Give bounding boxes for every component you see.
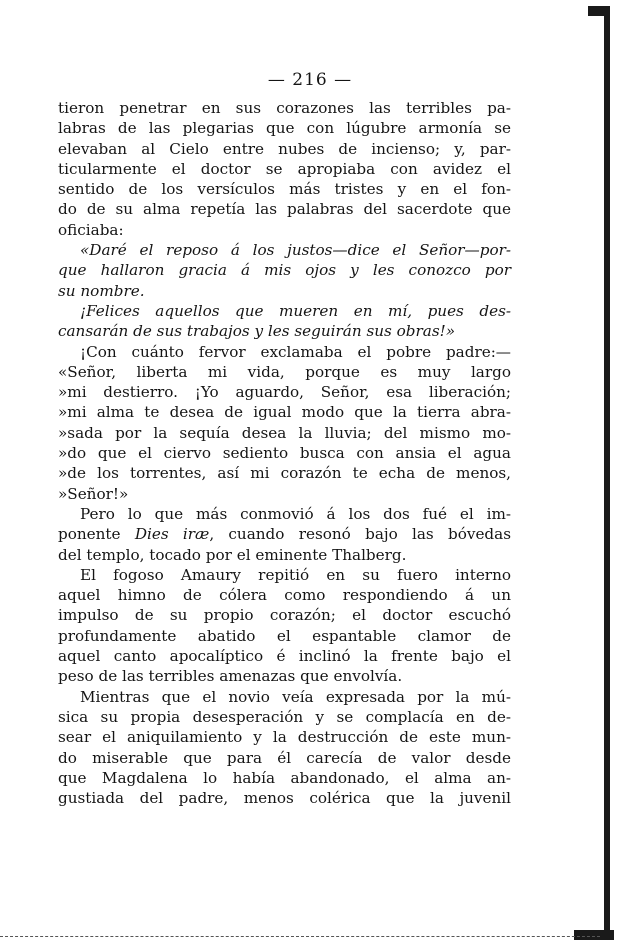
text-line: gustiada del padre, menos colérica que la juvenil xyxy=(58,789,511,808)
text-line: del templo, tocado por el eminente Thalberg. xyxy=(58,545,407,564)
text-line: peso de las terribles amenazas que envolvía. xyxy=(58,667,403,686)
text-line: ¡Con cuánto fervor exclamaba el pobre padre:— xyxy=(80,342,511,361)
text-line: sentido de los versículos más tristes y en el fon- xyxy=(58,180,511,199)
text-line: sica su propia desesperación y se complacía en de- xyxy=(58,707,511,726)
text-line: que Magdalena lo había abandonado, el alma an- xyxy=(58,768,511,787)
text-line: »sada por la sequía desea la lluvia; del mismo mo- xyxy=(58,423,511,442)
text-line: »do que el ciervo sediento busca con ansia el agua xyxy=(58,444,511,463)
binding-edge xyxy=(604,6,610,938)
text-line: impulso de su propio corazón; el doctor escuchó xyxy=(58,606,511,625)
text-line: labras de las plegarias que con lúgubre armonía se xyxy=(58,119,511,138)
body-text xyxy=(58,98,511,808)
text-line: «Señor, liberta mi vida, porque es muy largo xyxy=(58,362,511,381)
text-line xyxy=(58,524,511,544)
text-line: elevaban al Cielo entre nubes de incienso; y, par- xyxy=(58,139,511,158)
text-line: aquel himno de cólera como respondiendo á un xyxy=(58,586,511,605)
quote-line: su nombre. xyxy=(58,281,145,300)
dies-irae-title: Dies iræ xyxy=(134,525,210,544)
text-line: aquel canto apocalíptico é inclinó la frente bajo el xyxy=(58,647,511,666)
text-line: »Señor!» xyxy=(58,484,129,503)
text-line: ticularmente el doctor se apropiaba con avidez el xyxy=(58,159,511,178)
text-fragment: ponente xyxy=(58,525,121,544)
text-line: »de los torrentes, así mi corazón te echa de menos, xyxy=(58,464,511,483)
text-line: do de su alma repetía las palabras del sacerdote que xyxy=(58,200,511,219)
text-line: El fogoso Amaury repitió en su fuero interno xyxy=(80,565,511,584)
page-number: — 216 — xyxy=(267,70,353,90)
text-fragment: , cuando resonó bajo las bóvedas xyxy=(209,525,512,544)
text-line: Mientras que el novio veía expresada por la mú- xyxy=(80,687,511,706)
text-line: do miserable que para él carecía de valor desde xyxy=(58,748,511,767)
text-line: »mi destierro. ¡Yo aguardo, Señor, esa liberación; xyxy=(58,383,511,402)
quote-line: cansarán de sus trabajos y les seguirán sus obras!» xyxy=(58,322,456,341)
quote-line: ¡Felices aquellos que mueren en mí, pues des- xyxy=(80,301,511,320)
text-line: »mi alma te desea de igual modo que la tierra abra- xyxy=(58,403,511,422)
binding-edge-bottom xyxy=(574,930,614,940)
text-line: profundamente abatido el espantable clamor de xyxy=(58,626,511,645)
text-line: Pero lo que más conmovió á los dos fué el im- xyxy=(80,504,511,523)
text-line: oficiaba: xyxy=(58,220,124,239)
text-line: sear el aniquilamiento y la destrucción de este mun- xyxy=(58,728,511,747)
page-bottom-edge xyxy=(0,936,600,938)
text-line: tieron penetrar en sus corazones las terribles pa- xyxy=(58,99,511,117)
quote-line: «Daré el reposo á los justos—dice el Señor—por- xyxy=(80,241,511,260)
quote-line: que hallaron gracia á mis ojos y les conozco por xyxy=(58,261,511,280)
